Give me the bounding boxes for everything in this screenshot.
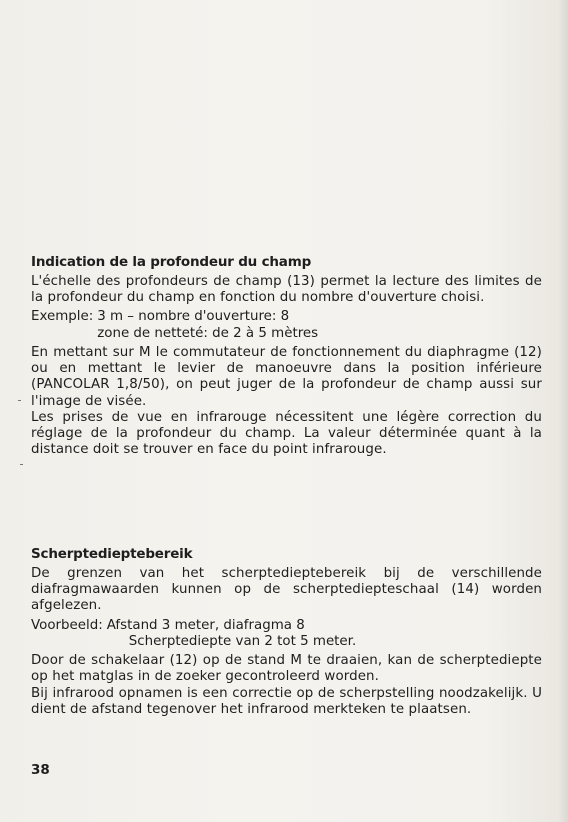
page-edge-shadow [558,0,568,822]
paper-speck [20,464,23,465]
page-number: 38 [31,762,50,778]
example-block-nl [31,618,542,652]
example-label-nl: Voorbeeld: [31,617,103,633]
section-heading-dutch: Scherptedieptebereik [31,546,193,562]
section-french [31,253,542,458]
paragraph-diaphragm-switch-fr: En mettant sur M le commutateur de fonctionnement du diaphragme (12) ou en mettant le levier de manoeuvre dans la position inférieure (PANCOLAR 1,8/50), on peut juger de la profondeur de champ aussi sur l'image de visée. [31,345,542,409]
paragraph-infrared-fr: Les prises de vue en infrarouge nécessitent une légère correction du réglage de la profondeur du champ. La valeur déterminée quant à la distance doit se trouver en face du point infrarouge. [31,409,542,458]
paragraph-infrared-nl: Bij infrarood opnamen is een correctie op de scherpstelling noodzakelijk. U dient de afstand tegenover het infrarood merkteken te plaatsen. [31,685,542,717]
paragraph-switch-nl: Door de schakelaar (12) op de stand M te draaien, kan de scherptediepte op het matglas in de zoeker gecontroleerd worden. [31,653,542,685]
example-label-fr: Exemple: [31,309,94,325]
section-heading-french: Indication de la profondeur du champ [31,254,312,270]
section-dutch [31,545,542,718]
paragraph-depth-scale-fr: L'échelle des profondeurs de champ (13) permet la lecture des limites de la profondeur du champ en fonction du nombre d'ouverture choisi. [31,274,542,306]
example-line-2-nl: Scherptediepte van 2 tot 5 meter. [128,634,357,650]
example-line-1-nl: Afstand 3 meter, diafragma 8 [106,617,305,633]
example-line-2-fr: zone de netteté: de 2 à 5 mètres [97,326,319,342]
example-block-fr [31,309,542,343]
example-line-1-fr: 3 m – nombre d'ouverture: 8 [97,309,290,325]
paragraph-depth-scale-nl: De grenzen van het scherptedieptebereik bij de verschillende diafragmawaarden kunnen op de scherptediepteschaal (14) worden afgelezen. [31,566,542,614]
paper-speck [18,400,21,401]
